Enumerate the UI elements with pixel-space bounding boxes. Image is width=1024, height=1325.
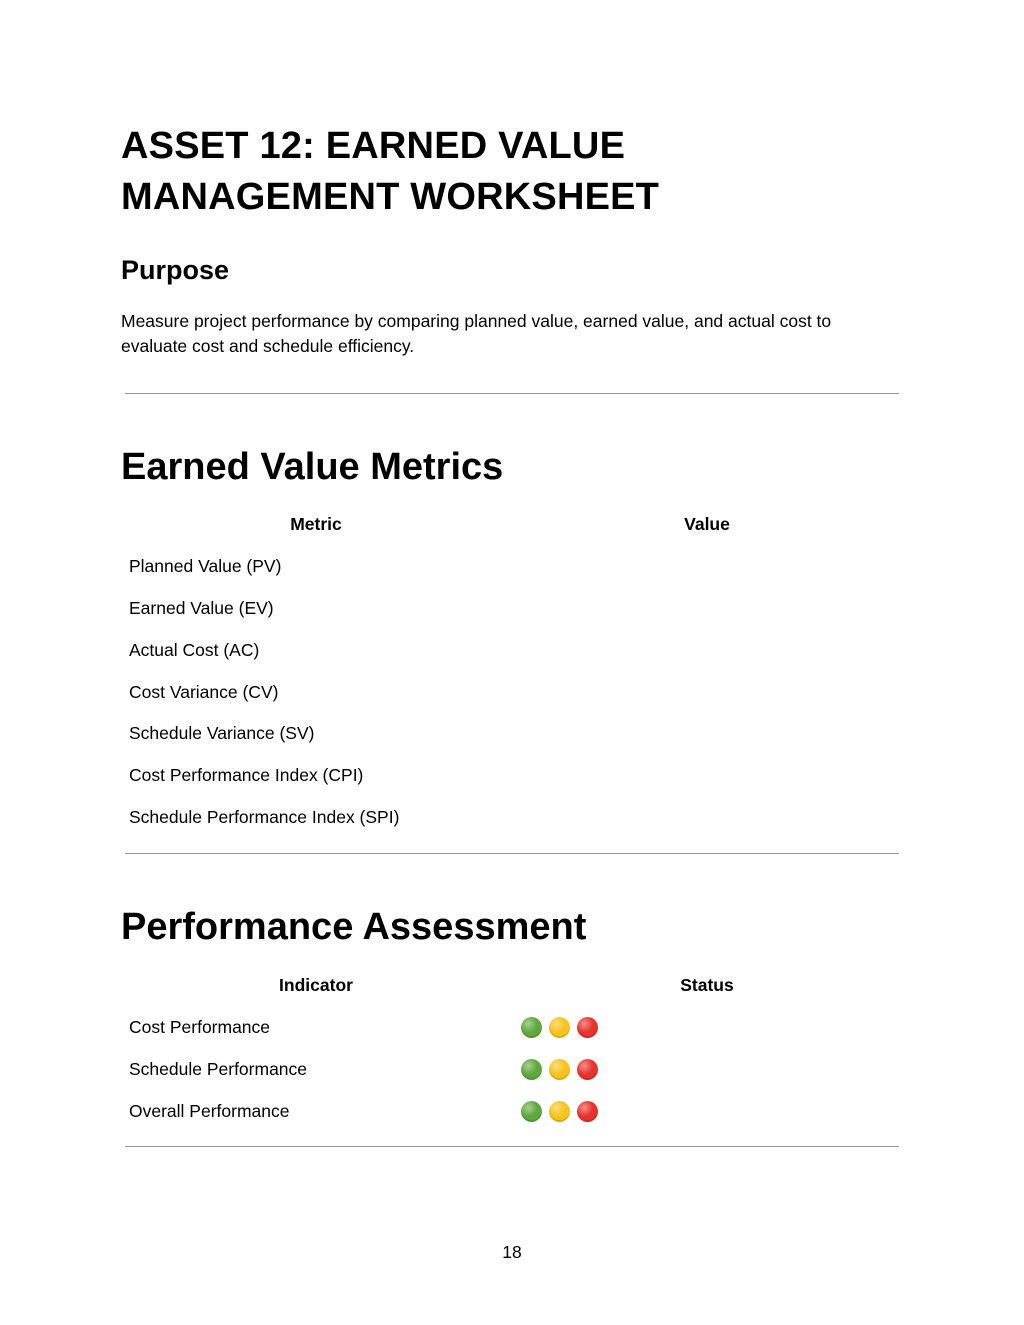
yellow-circle-icon: [549, 1017, 570, 1038]
divider-3: [125, 1146, 899, 1147]
assessment-heading: Performance Assessment: [121, 906, 587, 948]
metrics-row-spi: Schedule Performance Index (SPI): [129, 807, 400, 827]
purpose-heading: Purpose: [121, 255, 230, 285]
green-circle-icon: [521, 1059, 542, 1080]
metrics-column-metric: Metric: [290, 514, 342, 534]
status-indicators-overall: [521, 1100, 598, 1122]
metrics-row-cpi: Cost Performance Index (CPI): [129, 765, 364, 785]
yellow-circle-icon: [549, 1101, 570, 1122]
metrics-row-sv: Schedule Variance (SV): [129, 723, 315, 743]
purpose-text: [121, 309, 901, 358]
purpose-text-line-2: evaluate cost and schedule efficiency.: [121, 335, 415, 356]
green-circle-icon: [521, 1017, 542, 1038]
status-indicators-schedule: [521, 1058, 598, 1080]
assessment-row-schedule: Schedule Performance: [129, 1059, 308, 1079]
metrics-row-ev: Earned Value (EV): [129, 598, 274, 618]
page-number: 18: [502, 1242, 522, 1262]
status-indicators-cost: [521, 1016, 598, 1038]
green-circle-icon: [521, 1101, 542, 1122]
red-circle-icon: [577, 1101, 598, 1122]
page-title-line-2: MANAGEMENT WORKSHEET: [121, 176, 660, 218]
page-title: [121, 121, 901, 223]
divider-1: [125, 393, 899, 394]
red-circle-icon: [577, 1059, 598, 1080]
assessment-column-indicator: Indicator: [279, 975, 353, 995]
divider-2: [125, 853, 899, 854]
assessment-column-status: Status: [680, 975, 734, 995]
red-circle-icon: [577, 1017, 598, 1038]
page-title-line-1: ASSET 12: EARNED VALUE: [121, 125, 626, 167]
metrics-heading: Earned Value Metrics: [121, 446, 504, 488]
assessment-row-cost: Cost Performance: [129, 1017, 271, 1037]
purpose-text-line-1: Measure project performance by comparing planned value, earned value, and actual cost to: [121, 311, 832, 331]
metrics-row-ac: Actual Cost (AC): [129, 640, 260, 660]
metrics-column-value: Value: [684, 514, 730, 534]
assessment-row-overall: Overall Performance: [129, 1101, 290, 1121]
yellow-circle-icon: [549, 1059, 570, 1080]
metrics-row-pv: Planned Value (PV): [129, 556, 282, 576]
metrics-row-cv: Cost Variance (CV): [129, 682, 279, 702]
